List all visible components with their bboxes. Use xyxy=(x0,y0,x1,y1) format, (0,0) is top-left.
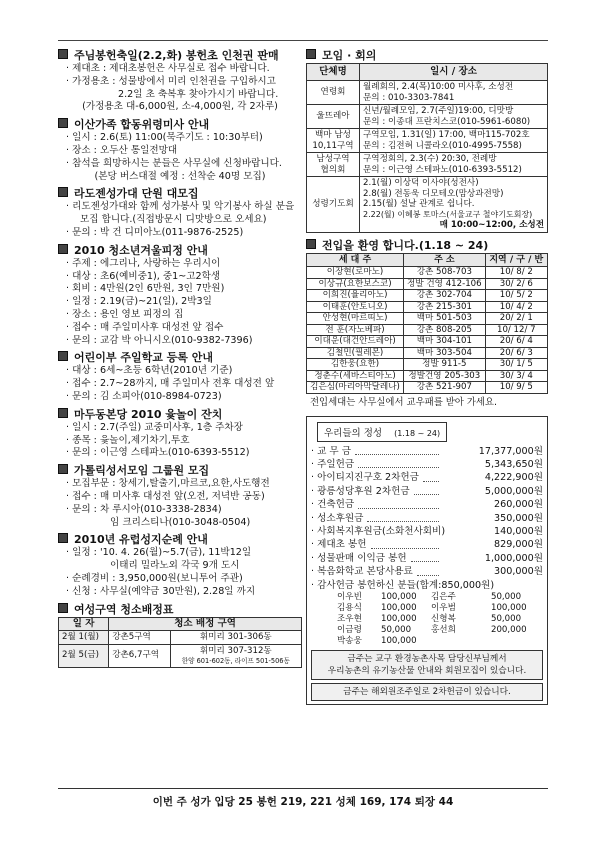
table-row: 울뜨레아 신년/월례모임, 2.7(주일)19:00, 디맛방 문의 : 이종대 프란치스코(010-5961-6080) xyxy=(307,105,548,129)
notice-line: · 접수 : 2.7~28까지, 매 주일미사 전후 대성전 앞 xyxy=(66,378,275,390)
section-title: 라도젠성가대 단원 대모집 xyxy=(58,186,302,201)
notice-line: · 문의 : 김 소피아(010-8984-0723) xyxy=(66,390,222,402)
notice-line: · 주제 : 에그리나, 사랑하는 우리시이 xyxy=(66,257,221,269)
notice-line: · 순례경비 : 3,950,000원(보니투어 주관) xyxy=(66,572,243,584)
notice-line: 모집 합니다.(직접방문시 디맛방으로 오세요) xyxy=(80,214,267,226)
notice-line: (가정용초 대-6,000원, 소-4,000원, 각 2자루) xyxy=(82,101,278,113)
notice-line: · 문의 : 차 루시아(010-3338-2834) xyxy=(66,503,222,515)
notice-line: · 일정 : 2.19(금)~21(일), 2박3일 xyxy=(66,296,212,308)
section-title: 주님봉헌축일(2.2,화) 봉헌초 인천권 판매 xyxy=(58,48,302,63)
offering-row: · 성소후원금 350,000원 xyxy=(311,512,543,524)
announcement-box-2: 금주는 해외원조주일로 2차헌금이 있습니다. xyxy=(311,683,543,701)
section-title: 가톨릭성서모임 그룹원 모집 xyxy=(58,463,302,478)
notice-line: (본당 버스대절 예정 : 선착순 40명 모집) xyxy=(94,170,266,182)
thanks-title: · 감사헌금 봉헌하신 분들(합계:850,000원) xyxy=(311,579,495,591)
notice-line: · 모집부문 : 창세기,탈출기,마르코,요한,사도행전 xyxy=(66,478,270,490)
notice-line: · 대상 : 6세~초등 6학년(2010년 기준) xyxy=(66,365,233,377)
newcomer-table xyxy=(306,253,548,394)
table-header: 청소 배정 구역 xyxy=(109,617,302,631)
table-header: 세 대 주 xyxy=(307,253,404,267)
newcomer-note: 전입세대는 사무실에서 교우패를 받아 가세요. xyxy=(310,396,497,408)
table-row: 이태훈(안토니오) 강촌 215-301 10/ 4/ 2 xyxy=(307,301,548,313)
offering-row: · 사회복지후원금(소화천사회비) 140,000원 xyxy=(311,525,543,537)
table-row: 이대운(대건안드레아) 백마 304-101 20/ 6/ 4 xyxy=(307,336,548,348)
square-bullet-icon xyxy=(58,118,68,128)
cleaning-table xyxy=(58,617,302,668)
square-bullet-icon xyxy=(58,351,68,361)
offering-row: · 건축헌금 260,000원 xyxy=(311,499,543,511)
table-row: 남성구역 협의회 구역정회의, 2.3(수) 20:30, 전례방 문의 : 이근영 스테파노(010-6393-5512) xyxy=(307,153,548,177)
square-bullet-icon xyxy=(58,464,68,474)
notice-line: · 문의 : 이근영 스테파노(010-6393-5512) xyxy=(66,447,250,459)
notice-line: · 회비 : 4만원(2인 6만원, 3인 7만원) xyxy=(66,283,225,295)
offering-row: · 성물판매 이익금 봉헌 1,000,000원 xyxy=(311,552,543,564)
offering-row: · 아이티지진구호 2차헌금 4,222,900원 xyxy=(311,472,543,484)
square-bullet-icon xyxy=(58,244,68,254)
table-row: 연령회 월례회의, 2.4(목)10:00 미사후, 소성전 문의 : 010-3303-7841 xyxy=(307,81,548,105)
table-row: 이상규(요한보스코) 정발 건영 412-106 30/ 2/ 6 xyxy=(307,278,548,290)
section-title: 여성구역 청소배정표 xyxy=(58,602,302,617)
square-bullet-icon xyxy=(58,603,68,613)
notice-line: 2.2일 초 축복후 찾아가시기 바랍니다. xyxy=(118,88,279,100)
section-title: 어린이부 주일학교 등록 안내 xyxy=(58,350,302,365)
offering-row: · 주일헌금 5,343,650원 xyxy=(311,458,543,470)
table-row: 안성현(마르띠노) 백마 501-503 20/ 2/ 1 xyxy=(307,313,548,325)
notice-line: · 일시 : 2.7(주일) 교중미사후, 1층 주차장 xyxy=(66,421,243,433)
section-title: 모임 · 회의 xyxy=(306,48,548,63)
notice-line: · 장소 : 용인 영보 피정의 집 xyxy=(66,308,184,320)
table-header: 주 소 xyxy=(404,253,486,267)
table-row: 이장현(로마노) 강촌 508-703 10/ 8/ 2 xyxy=(307,267,548,279)
offering-row: · 제대초 봉헌 829,000원 xyxy=(311,539,543,551)
hymn-footer: 이번 주 성가 입당 25 봉헌 219, 221 성체 169, 174 퇴장 44 xyxy=(152,796,454,808)
announcement-box: 금주는 교구 환경농촌사목 담당신부님께서 우리농촌의 유기농산물 안내와 회원모집이 있습니다. xyxy=(311,650,543,680)
notice-youth-retreat xyxy=(58,243,302,348)
square-bullet-icon xyxy=(58,187,68,197)
notice-line: · 장소 : 오두산 통일전망대 xyxy=(66,144,178,156)
square-bullet-icon xyxy=(306,49,316,59)
square-bullet-icon xyxy=(58,408,68,418)
offering-row: · 교 무 금 17,377,000원 xyxy=(311,445,543,457)
meetings xyxy=(306,48,548,233)
notice-line: 임 크리스티나(010-3048-0504) xyxy=(110,516,251,528)
notice-line: · 대상 : 초6(예비중1), 중1~고2학생 xyxy=(66,270,221,282)
table-header: 일시 / 장소 xyxy=(360,64,548,81)
table-row: 김철민(필레몬) 백마 303-504 20/ 6/ 3 xyxy=(307,347,548,359)
notice-line: · 리도젠성가대와 함께 성가봉사 및 악기봉사 하실 분을 xyxy=(66,201,295,213)
section-title: 2010 청소년겨울피정 안내 xyxy=(58,243,302,258)
notice-line: · 신청 : 사무실(예약금 30만원), 2.28일 까지 xyxy=(66,585,256,597)
section-title: 전입을 환영 합니다.(1.18 ~ 24) xyxy=(306,238,548,253)
notice-sunday-school xyxy=(58,350,302,403)
notice-memorial-mass xyxy=(58,117,302,183)
section-title: 마두동본당 2010 윷놀이 잔치 xyxy=(58,407,302,422)
notice-choir xyxy=(58,186,302,239)
table-row: 2월 1(월) 강촌5구역 휘미리 301-306동 xyxy=(59,631,302,645)
newcomers xyxy=(306,238,548,410)
left-column xyxy=(58,48,302,671)
notice-yut-game xyxy=(58,407,302,460)
notice-line: · 참석을 희망하시는 분들은 사무실에 신청바랍니다. xyxy=(66,157,282,169)
right-column xyxy=(306,48,548,705)
footer-rule xyxy=(58,788,548,789)
notice-line: · 일정 : '10. 4. 26(월)~5.7(금), 11박12일 xyxy=(66,547,252,559)
meeting-table xyxy=(306,63,548,233)
section-title: 이산가족 합동위령미사 안내 xyxy=(58,117,302,132)
square-bullet-icon xyxy=(58,533,68,543)
table-row: 백마 남성 10,11구역 구역모임, 1.31(일) 17:00, 백마115-702호 문의 : 김전혀 니콜라오(010-4995-7558) xyxy=(307,129,548,153)
table-row: 김한웅(요한) 정발 911-5 30/ 1/ 5 xyxy=(307,359,548,371)
table-header: 지역 / 구 / 반 xyxy=(485,253,547,267)
offerings-title: 우리들의 정성 (1.18 ~ 24) xyxy=(317,422,447,442)
notice-candlemas xyxy=(58,48,302,114)
table-row: 전 훈(자노베파) 강촌 808-205 10/ 12/ 7 xyxy=(307,324,548,336)
table-row: 2월 5(금) 강촌6,7구역 휘미리 307-312동 한양 601-602동, 라이프 501-506동 xyxy=(59,644,302,667)
notice-line: · 종목 : 윷놀이,제기차기,투호 xyxy=(66,434,190,446)
notice-line: · 제대초 : 제대초봉헌은 사무실로 접수 바랍니다. xyxy=(66,63,270,74)
table-row: 정춘수(세바스티아노) 정발건영 205-303 30/ 3/ 4 xyxy=(307,370,548,382)
offering-row: · 복음화학교 본당사용료 300,000원 xyxy=(311,566,543,578)
notice-line: · 가정용초 : 성물방에서 미리 인천권을 구입하시고 xyxy=(66,75,276,87)
offering-row: · 광릉성당후원 2차헌금 5,000,000원 xyxy=(311,485,543,497)
notice-line: · 문의 : 교감 박 아니시오(010-9382-7396) xyxy=(66,334,253,346)
section-title: 2010년 유럽성지순례 안내 xyxy=(58,532,302,547)
thanks-list: 이우빈 100,000 김은주 50,000 김용식 100,000 이우범 100,000 조우현 100,000 신형복 50,000 이금령 50,000 홍선희 200,000 박송웅 100,000 xyxy=(337,591,527,646)
header-rule xyxy=(58,40,548,41)
table-header: 일 자 xyxy=(59,617,109,631)
table-row: 김은심(마리아막달레나) 강촌 521-907 10/ 9/ 5 xyxy=(307,382,548,394)
table-header: 단체명 xyxy=(307,64,360,81)
notice-line: · 접수 : 매 주일미사후 대성전 앞 접수 xyxy=(66,321,224,333)
square-bullet-icon xyxy=(306,239,316,249)
notice-line: · 문의 : 박 건 디미아노(011-9876-2525) xyxy=(66,226,244,238)
notice-line: 이태리 밀라노외 각국 9개 도시 xyxy=(110,560,240,572)
table-row: 성령기도회 2.1(월) 이상덕 이사야(성전사) 2.8(월) 전동욱 디모테오(맘상과전망) 2.15(월) 설날 관계로 쉽니다. 2.22(월) 이혜봉 토마스(서울교구 철야기도회장) 매 10:00~12:00, 소성전 xyxy=(307,177,548,233)
offerings-box xyxy=(306,416,548,705)
cleaning-schedule xyxy=(58,602,302,668)
notice-line: · 접수 : 매 미사후 대성전 앞(오전, 저녁반 공동) xyxy=(66,490,265,502)
notice-line: · 일시 : 2.6(토) 11:00(묵주기도 : 10:30부터) xyxy=(66,132,263,144)
table-row: 이희진(율리아노) 강촌 302-704 10/ 5/ 2 xyxy=(307,290,548,302)
square-bullet-icon xyxy=(58,49,68,59)
notice-pilgrimage xyxy=(58,532,302,598)
notice-bible-group xyxy=(58,463,302,529)
